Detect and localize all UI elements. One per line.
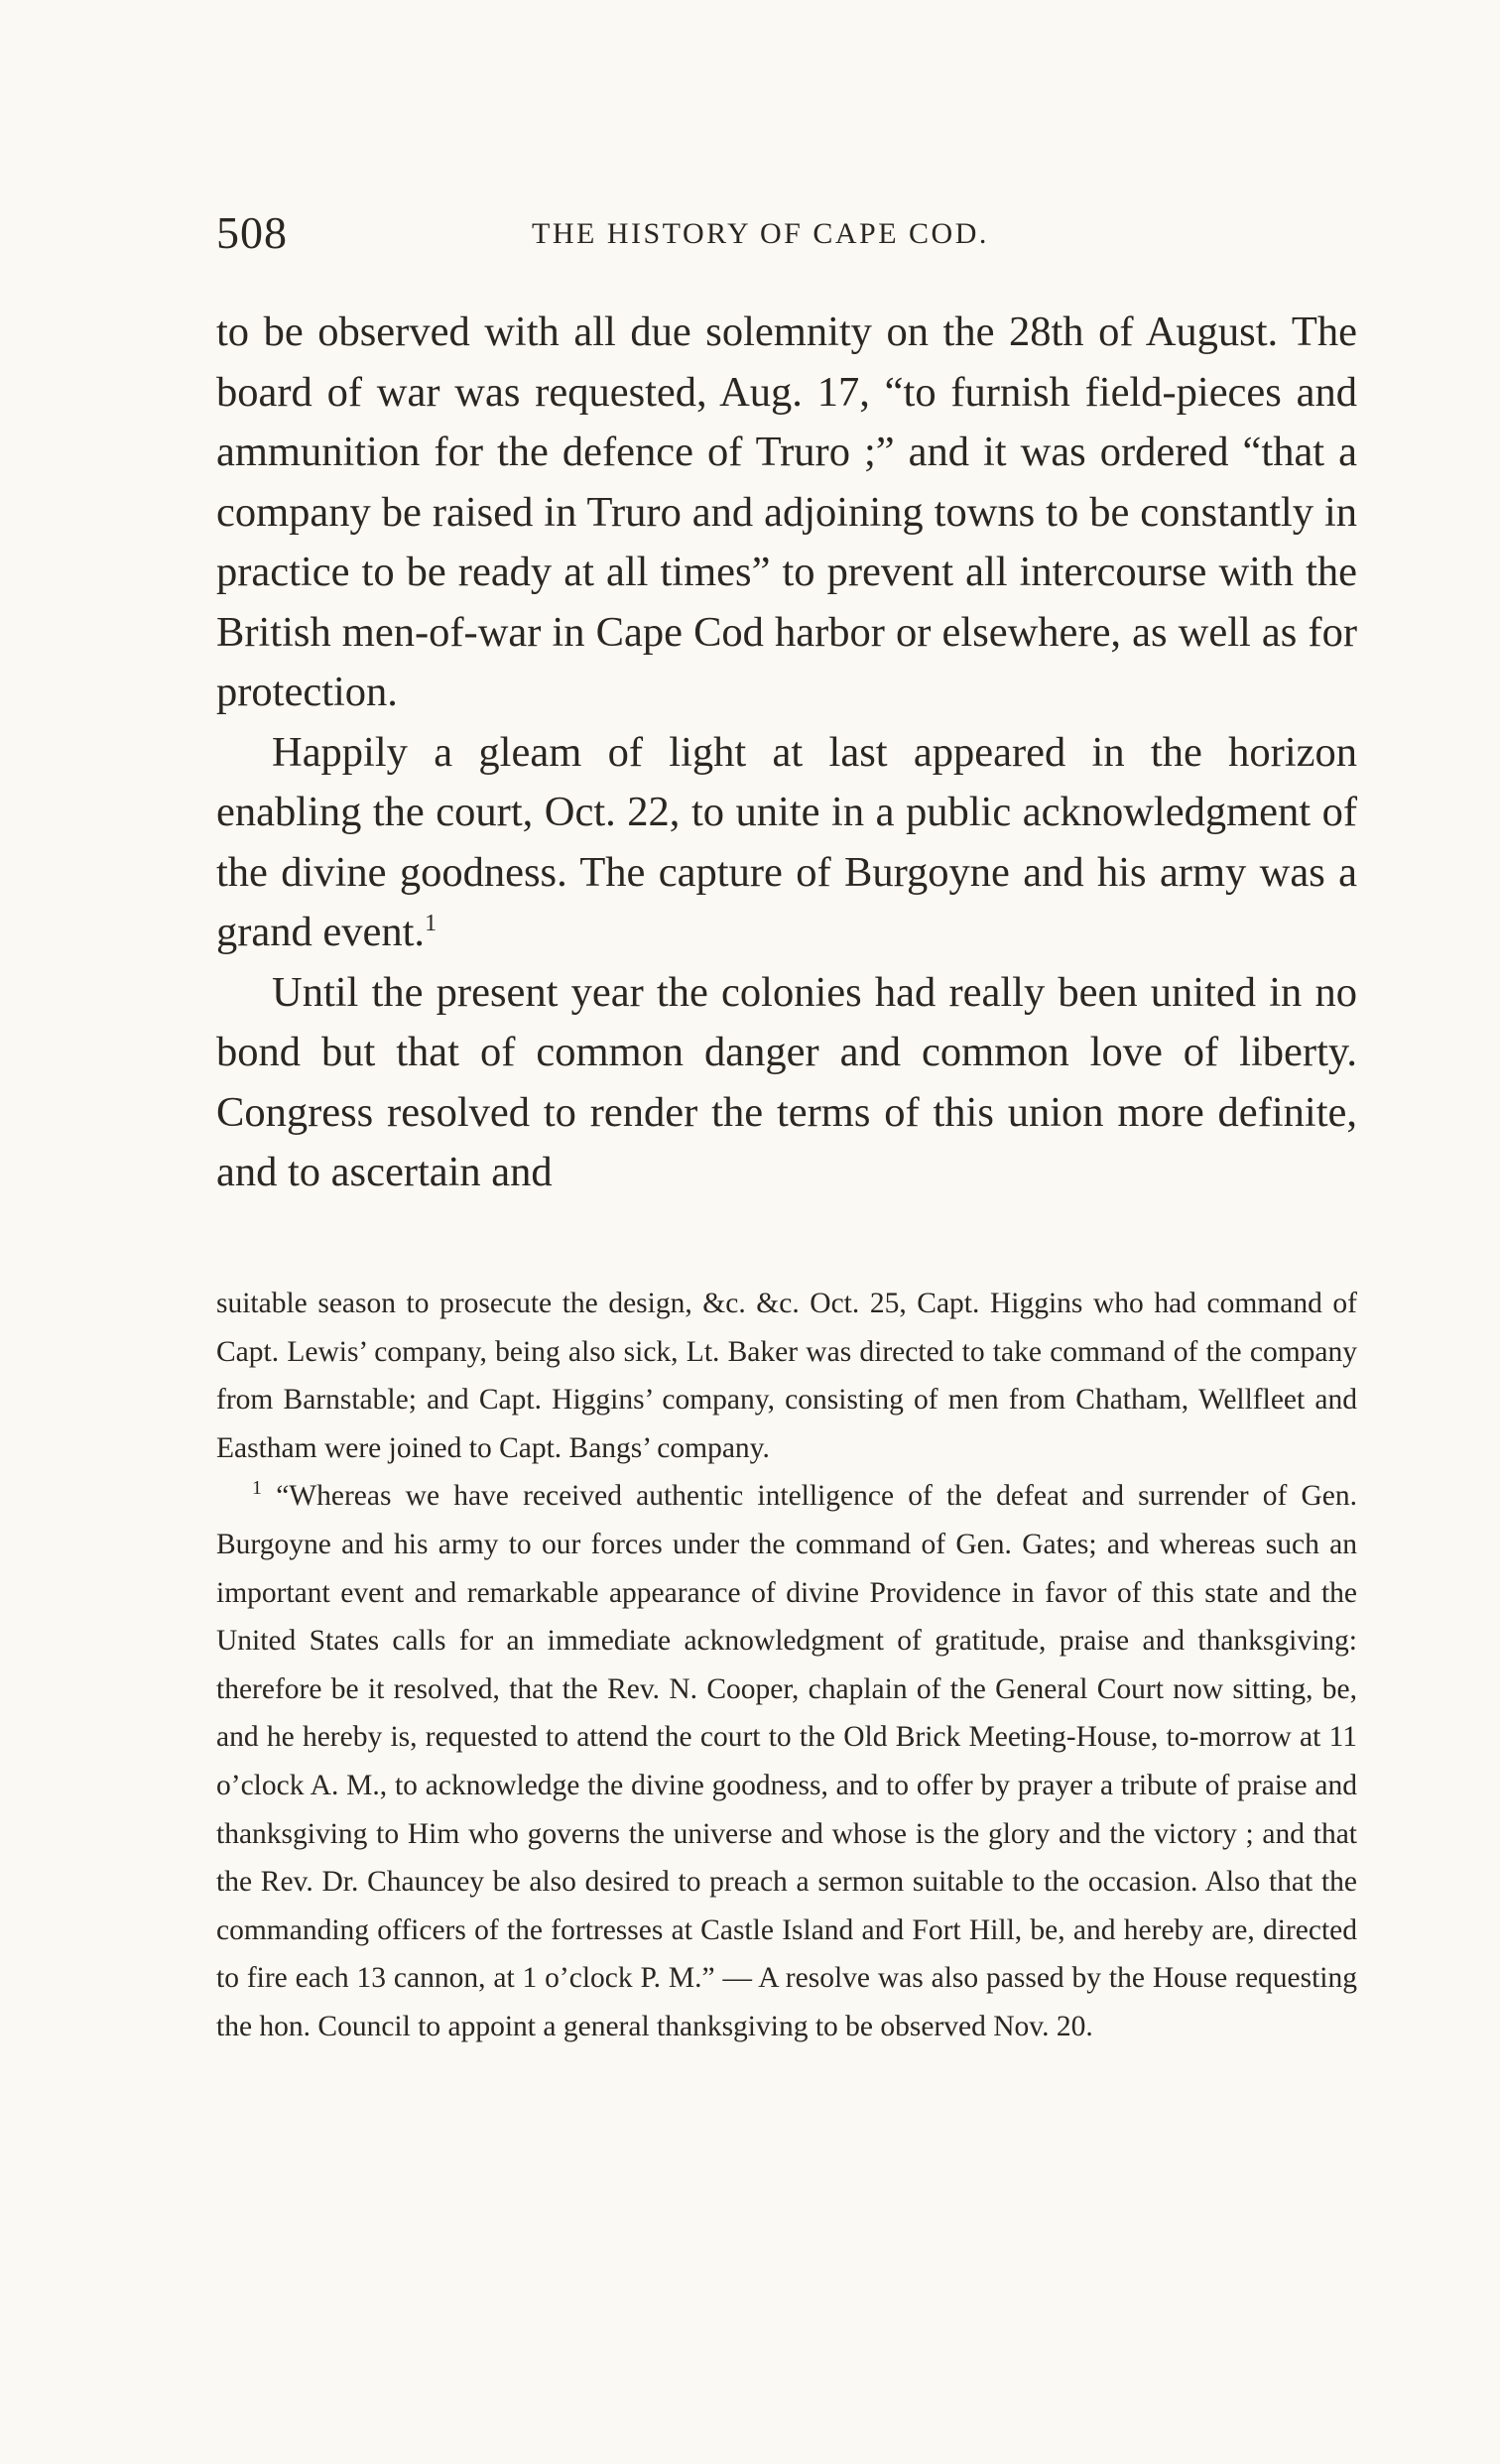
running-title: THE HISTORY OF CAPE COD. (532, 217, 989, 250)
main-text (216, 303, 1357, 1203)
footnote-1-text: “Whereas we have received authentic intelligence of the defeat and surrender of Gen. Burgoyne and his army to our forces under the command of Gen. Gates; and whereas such an important event and remarkable appearance of divine Providence in favor of this state and the United States calls for an immediate acknowledgment of gratitude, praise and thanksgiving: therefore be it resolved, that the Rev. N. Cooper, chaplain of the General Court now sitting, be, and he hereby is, requested to attend the court to the Old Brick Meeting-House, to-morrow at 11 o’clock A. M., to acknowledge the divine goodness, and to offer by prayer a tribute of praise and thanksgiving to Him who governs the universe and whose is the glory and the victory ; and that the Rev. Dr. Chauncey be also desired to preach a sermon suitable to the occasion. Also that the commanding officers of the fortresses at Castle Island and Fort Hill, be, and hereby are, directed to fire each 13 cannon, at 1 o’clock P. M.” — A resolve was also passed by the House requesting the hon. Council to appoint a general thanksgiving to be observed Nov. 20. (216, 1480, 1358, 2042)
footnote-reference-1: 1 (425, 910, 438, 936)
footnotes (216, 1280, 1357, 2051)
body-paragraph-2 (216, 723, 1357, 963)
running-head (216, 203, 1357, 263)
footnote-1 (216, 1472, 1357, 2050)
footnote-continued: suitable season to prosecute the design, &c. &c. Oct. 25, Capt. Higgins who had command of Capt. Lewis’ company, being also sick, Lt. Baker was directed to take command of the company from Barnstable; and Capt. Higgins’ company, consisting of men from Chatham, Wellfleet and Eastham were joined to Capt. Bangs’ company. (216, 1288, 1357, 1464)
page-number: 508 (216, 207, 288, 258)
body-paragraph-3: Until the present year the colonies had really been united in no bond but that of common danger and common love of liberty. Congress resolved to render the terms of this union more definite, and to ascertain and (216, 968, 1357, 1195)
body-paragraph-2-text: Happily a gleam of light at last appeared in the horizon enabling the court, Oct. 22, to unite in a public acknowledgment of the divine goodness. The capture of Burgoyne and his army was a grand event. (216, 728, 1357, 955)
body-paragraph-1: to be observed with all due solemnity on the 28th of August. The board of war was requested, Aug. 17, “to furnish field-pieces and ammunition for the defence of Truro ;” and it was ordered “that a company be raised in Truro and adjoining towns to be constantly in practice to be ready at all times” to prevent all intercourse with the British men-of-war in Cape Cod harbor or elsewhere, as well as for protection. (216, 308, 1357, 715)
footnote-1-number: 1 (252, 1477, 262, 1500)
